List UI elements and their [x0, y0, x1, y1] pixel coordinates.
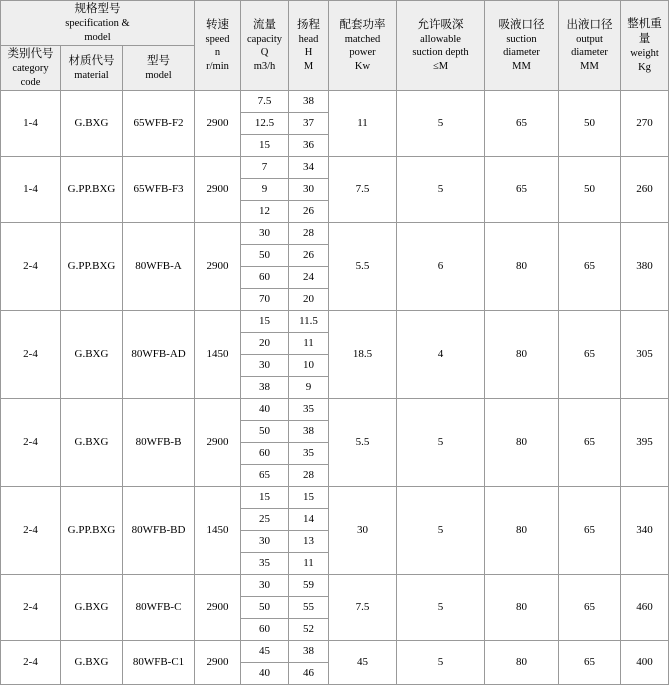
header-weight: [621, 1, 669, 91]
cell-output-diameter: 65: [559, 641, 621, 685]
cell-category-code: 2-4: [1, 223, 61, 311]
header-label-latin: m3/h: [253, 61, 276, 72]
cell-output-diameter: 65: [559, 575, 621, 641]
table-row: [1, 91, 669, 113]
header-category-code: [1, 46, 61, 91]
header-label-latin: matched: [344, 33, 381, 45]
header-model: [123, 46, 195, 91]
cell-speed: 2900: [195, 157, 241, 223]
header-label-cjk: 流量: [253, 18, 277, 31]
cell-material: G.PP.BXG: [61, 487, 123, 575]
cell-material: G.BXG: [61, 641, 123, 685]
cell-matched-power: 18.5: [329, 311, 397, 399]
header-label-cjk: 吸液口径: [498, 18, 545, 31]
cell-capacity: 60: [241, 619, 289, 641]
header-specification-model: [1, 1, 195, 46]
cell-capacity: 15: [241, 487, 289, 509]
cell-capacity: 20: [241, 333, 289, 355]
cell-head: 26: [289, 245, 329, 267]
header-label-latin: Kw: [354, 61, 371, 72]
cell-head: 46: [289, 663, 329, 685]
cell-head: 38: [289, 91, 329, 113]
header-capacity: [241, 1, 289, 91]
header-output-diameter: [559, 1, 621, 91]
cell-matched-power: 11: [329, 91, 397, 157]
cell-matched-power: 5.5: [329, 399, 397, 487]
cell-suction-diameter: 80: [485, 487, 559, 575]
cell-category-code: 1-4: [1, 157, 61, 223]
cell-head: 24: [289, 267, 329, 289]
cell-suction-diameter: 80: [485, 311, 559, 399]
cell-head: 14: [289, 509, 329, 531]
cell-matched-power: 7.5: [329, 575, 397, 641]
header-label-latin: MM: [580, 61, 599, 72]
header-label-latin: power: [349, 47, 376, 59]
cell-speed: 2900: [195, 641, 241, 685]
cell-suction-diameter: 65: [485, 91, 559, 157]
cell-output-diameter: 65: [559, 311, 621, 399]
cell-head: 37: [289, 113, 329, 135]
header-label-cjk: 材质代号: [68, 55, 115, 68]
cell-matched-power: 7.5: [329, 157, 397, 223]
cell-capacity: 9: [241, 179, 289, 201]
cell-capacity: 30: [241, 531, 289, 553]
cell-capacity: 70: [241, 289, 289, 311]
cell-head: 55: [289, 597, 329, 619]
table-row: [1, 399, 669, 421]
cell-model: 65WFB-F2: [123, 91, 195, 157]
cell-output-diameter: 50: [559, 157, 621, 223]
header-label-latin: MM: [512, 61, 531, 72]
header-speed: [195, 1, 241, 91]
header-allowable-suction-depth: [397, 1, 485, 91]
cell-capacity: 60: [241, 443, 289, 465]
cell-capacity: 15: [241, 311, 289, 333]
cell-category-code: 2-4: [1, 311, 61, 399]
cell-suction-depth: 5: [397, 575, 485, 641]
cell-suction-depth: 5: [397, 157, 485, 223]
header-label-cjk: 配套功率: [339, 18, 386, 31]
cell-matched-power: 45: [329, 641, 397, 685]
cell-material: G.BXG: [61, 399, 123, 487]
cell-capacity: 45: [241, 641, 289, 663]
cell-material: G.BXG: [61, 311, 123, 399]
cell-suction-depth: 5: [397, 641, 485, 685]
cell-suction-depth: 6: [397, 223, 485, 311]
header-material: [61, 46, 123, 91]
cell-speed: 1450: [195, 487, 241, 575]
header-label-latin: category: [12, 63, 49, 75]
cell-head: 20: [289, 289, 329, 311]
cell-head: 38: [289, 641, 329, 663]
cell-capacity: 25: [241, 509, 289, 531]
cell-suction-diameter: 80: [485, 575, 559, 641]
cell-suction-diameter: 80: [485, 399, 559, 487]
cell-weight: 380: [621, 223, 669, 311]
header-label-latin: output: [576, 33, 603, 45]
header-label-latin: specification &: [65, 17, 130, 29]
cell-suction-diameter: 80: [485, 223, 559, 311]
cell-capacity: 35: [241, 553, 289, 575]
header-head: [289, 1, 329, 91]
header-label-latin: M: [303, 61, 314, 72]
cell-model: 80WFB-BD: [123, 487, 195, 575]
cell-capacity: 40: [241, 399, 289, 421]
cell-output-diameter: 50: [559, 91, 621, 157]
table-row: [1, 575, 669, 597]
cell-category-code: 1-4: [1, 91, 61, 157]
header-label-latin: ≤M: [432, 61, 449, 72]
cell-head: 9: [289, 377, 329, 399]
cell-head: 38: [289, 421, 329, 443]
header-label-cjk: 规格型号: [74, 3, 121, 15]
cell-model: 80WFB-C: [123, 575, 195, 641]
cell-capacity: 12: [241, 201, 289, 223]
cell-suction-diameter: 65: [485, 157, 559, 223]
table-row: [1, 157, 669, 179]
header-label-latin: Kg: [638, 61, 651, 73]
cell-capacity: 60: [241, 267, 289, 289]
cell-matched-power: 30: [329, 487, 397, 575]
header-label-latin: model: [145, 69, 172, 81]
header-label-latin: weight: [630, 48, 659, 60]
header-label-latin: Q: [260, 47, 269, 59]
cell-head: 35: [289, 443, 329, 465]
cell-head: 11.5: [289, 311, 329, 333]
header-label-latin: suction: [506, 33, 537, 45]
table-row: [1, 487, 669, 509]
header-label-latin: code: [20, 76, 41, 88]
header-label-latin: model: [84, 31, 111, 43]
cell-suction-depth: 4: [397, 311, 485, 399]
table-row: [1, 311, 669, 333]
header-label-cjk: 型号: [147, 55, 170, 68]
cell-weight: 305: [621, 311, 669, 399]
cell-material: G.PP.BXG: [61, 157, 123, 223]
cell-head: 13: [289, 531, 329, 553]
cell-capacity: 30: [241, 355, 289, 377]
header-label-latin: n: [214, 47, 221, 59]
cell-speed: 2900: [195, 91, 241, 157]
cell-weight: 395: [621, 399, 669, 487]
header-label-latin: r/min: [206, 61, 229, 72]
cell-capacity: 30: [241, 575, 289, 597]
cell-head: 28: [289, 465, 329, 487]
cell-capacity: 50: [241, 245, 289, 267]
cell-suction-depth: 5: [397, 399, 485, 487]
cell-category-code: 2-4: [1, 575, 61, 641]
cell-speed: 2900: [195, 399, 241, 487]
cell-head: 59: [289, 575, 329, 597]
header-matched-power: [329, 1, 397, 91]
cell-capacity: 30: [241, 223, 289, 245]
cell-model: 80WFB-A: [123, 223, 195, 311]
cell-output-diameter: 65: [559, 399, 621, 487]
cell-model: 65WFB-F3: [123, 157, 195, 223]
cell-material: G.PP.BXG: [61, 223, 123, 311]
cell-weight: 460: [621, 575, 669, 641]
header-label-latin: allowable: [420, 33, 461, 45]
header-label-latin: diameter: [571, 47, 608, 59]
header-label-latin: diameter: [503, 47, 540, 59]
cell-capacity: 7.5: [241, 91, 289, 113]
header-label-latin: suction depth: [412, 47, 469, 59]
header-row-top: [1, 1, 669, 46]
cell-head: 11: [289, 553, 329, 575]
cell-head: 15: [289, 487, 329, 509]
cell-capacity: 15: [241, 135, 289, 157]
cell-head: 28: [289, 223, 329, 245]
cell-category-code: 2-4: [1, 399, 61, 487]
cell-suction-depth: 5: [397, 91, 485, 157]
cell-model: 80WFB-B: [123, 399, 195, 487]
header-label-cjk: 转速: [206, 18, 230, 31]
cell-head: 11: [289, 333, 329, 355]
header-label-latin: material: [74, 69, 109, 81]
header-label-cjk: 类别代号: [7, 48, 54, 61]
cell-weight: 400: [621, 641, 669, 685]
header-suction-diameter: [485, 1, 559, 91]
header-label-cjk: 允许吸深: [417, 18, 464, 31]
cell-output-diameter: 65: [559, 487, 621, 575]
cell-head: 34: [289, 157, 329, 179]
cell-weight: 340: [621, 487, 669, 575]
cell-head: 52: [289, 619, 329, 641]
cell-head: 26: [289, 201, 329, 223]
cell-material: G.BXG: [61, 91, 123, 157]
cell-speed: 2900: [195, 223, 241, 311]
table-row: [1, 641, 669, 663]
header-label-latin: speed: [205, 33, 230, 45]
cell-model: 80WFB-C1: [123, 641, 195, 685]
cell-capacity: 12.5: [241, 113, 289, 135]
cell-speed: 2900: [195, 575, 241, 641]
cell-head: 35: [289, 399, 329, 421]
cell-output-diameter: 65: [559, 223, 621, 311]
cell-suction-depth: 5: [397, 487, 485, 575]
cell-category-code: 2-4: [1, 641, 61, 685]
cell-material: G.BXG: [61, 575, 123, 641]
cell-matched-power: 5.5: [329, 223, 397, 311]
cell-head: 36: [289, 135, 329, 157]
cell-capacity: 7: [241, 157, 289, 179]
cell-capacity: 40: [241, 663, 289, 685]
cell-weight: 260: [621, 157, 669, 223]
cell-suction-diameter: 80: [485, 641, 559, 685]
header-label-latin: capacity: [247, 33, 282, 45]
cell-capacity: 65: [241, 465, 289, 487]
cell-capacity: 38: [241, 377, 289, 399]
cell-head: 10: [289, 355, 329, 377]
cell-speed: 1450: [195, 311, 241, 399]
header-label-cjk: 扬程: [297, 18, 321, 31]
header-label-cjk: 整机重量: [627, 18, 662, 46]
cell-model: 80WFB-AD: [123, 311, 195, 399]
cell-capacity: 50: [241, 597, 289, 619]
header-label-latin: H: [304, 47, 313, 59]
table-body: [1, 91, 669, 685]
header-label-latin: head: [298, 33, 319, 45]
header-label-cjk: 出液口径: [566, 18, 613, 31]
cell-capacity: 50: [241, 421, 289, 443]
cell-head: 30: [289, 179, 329, 201]
cell-weight: 270: [621, 91, 669, 157]
table-row: [1, 223, 669, 245]
cell-category-code: 2-4: [1, 487, 61, 575]
table-header: [1, 1, 669, 91]
